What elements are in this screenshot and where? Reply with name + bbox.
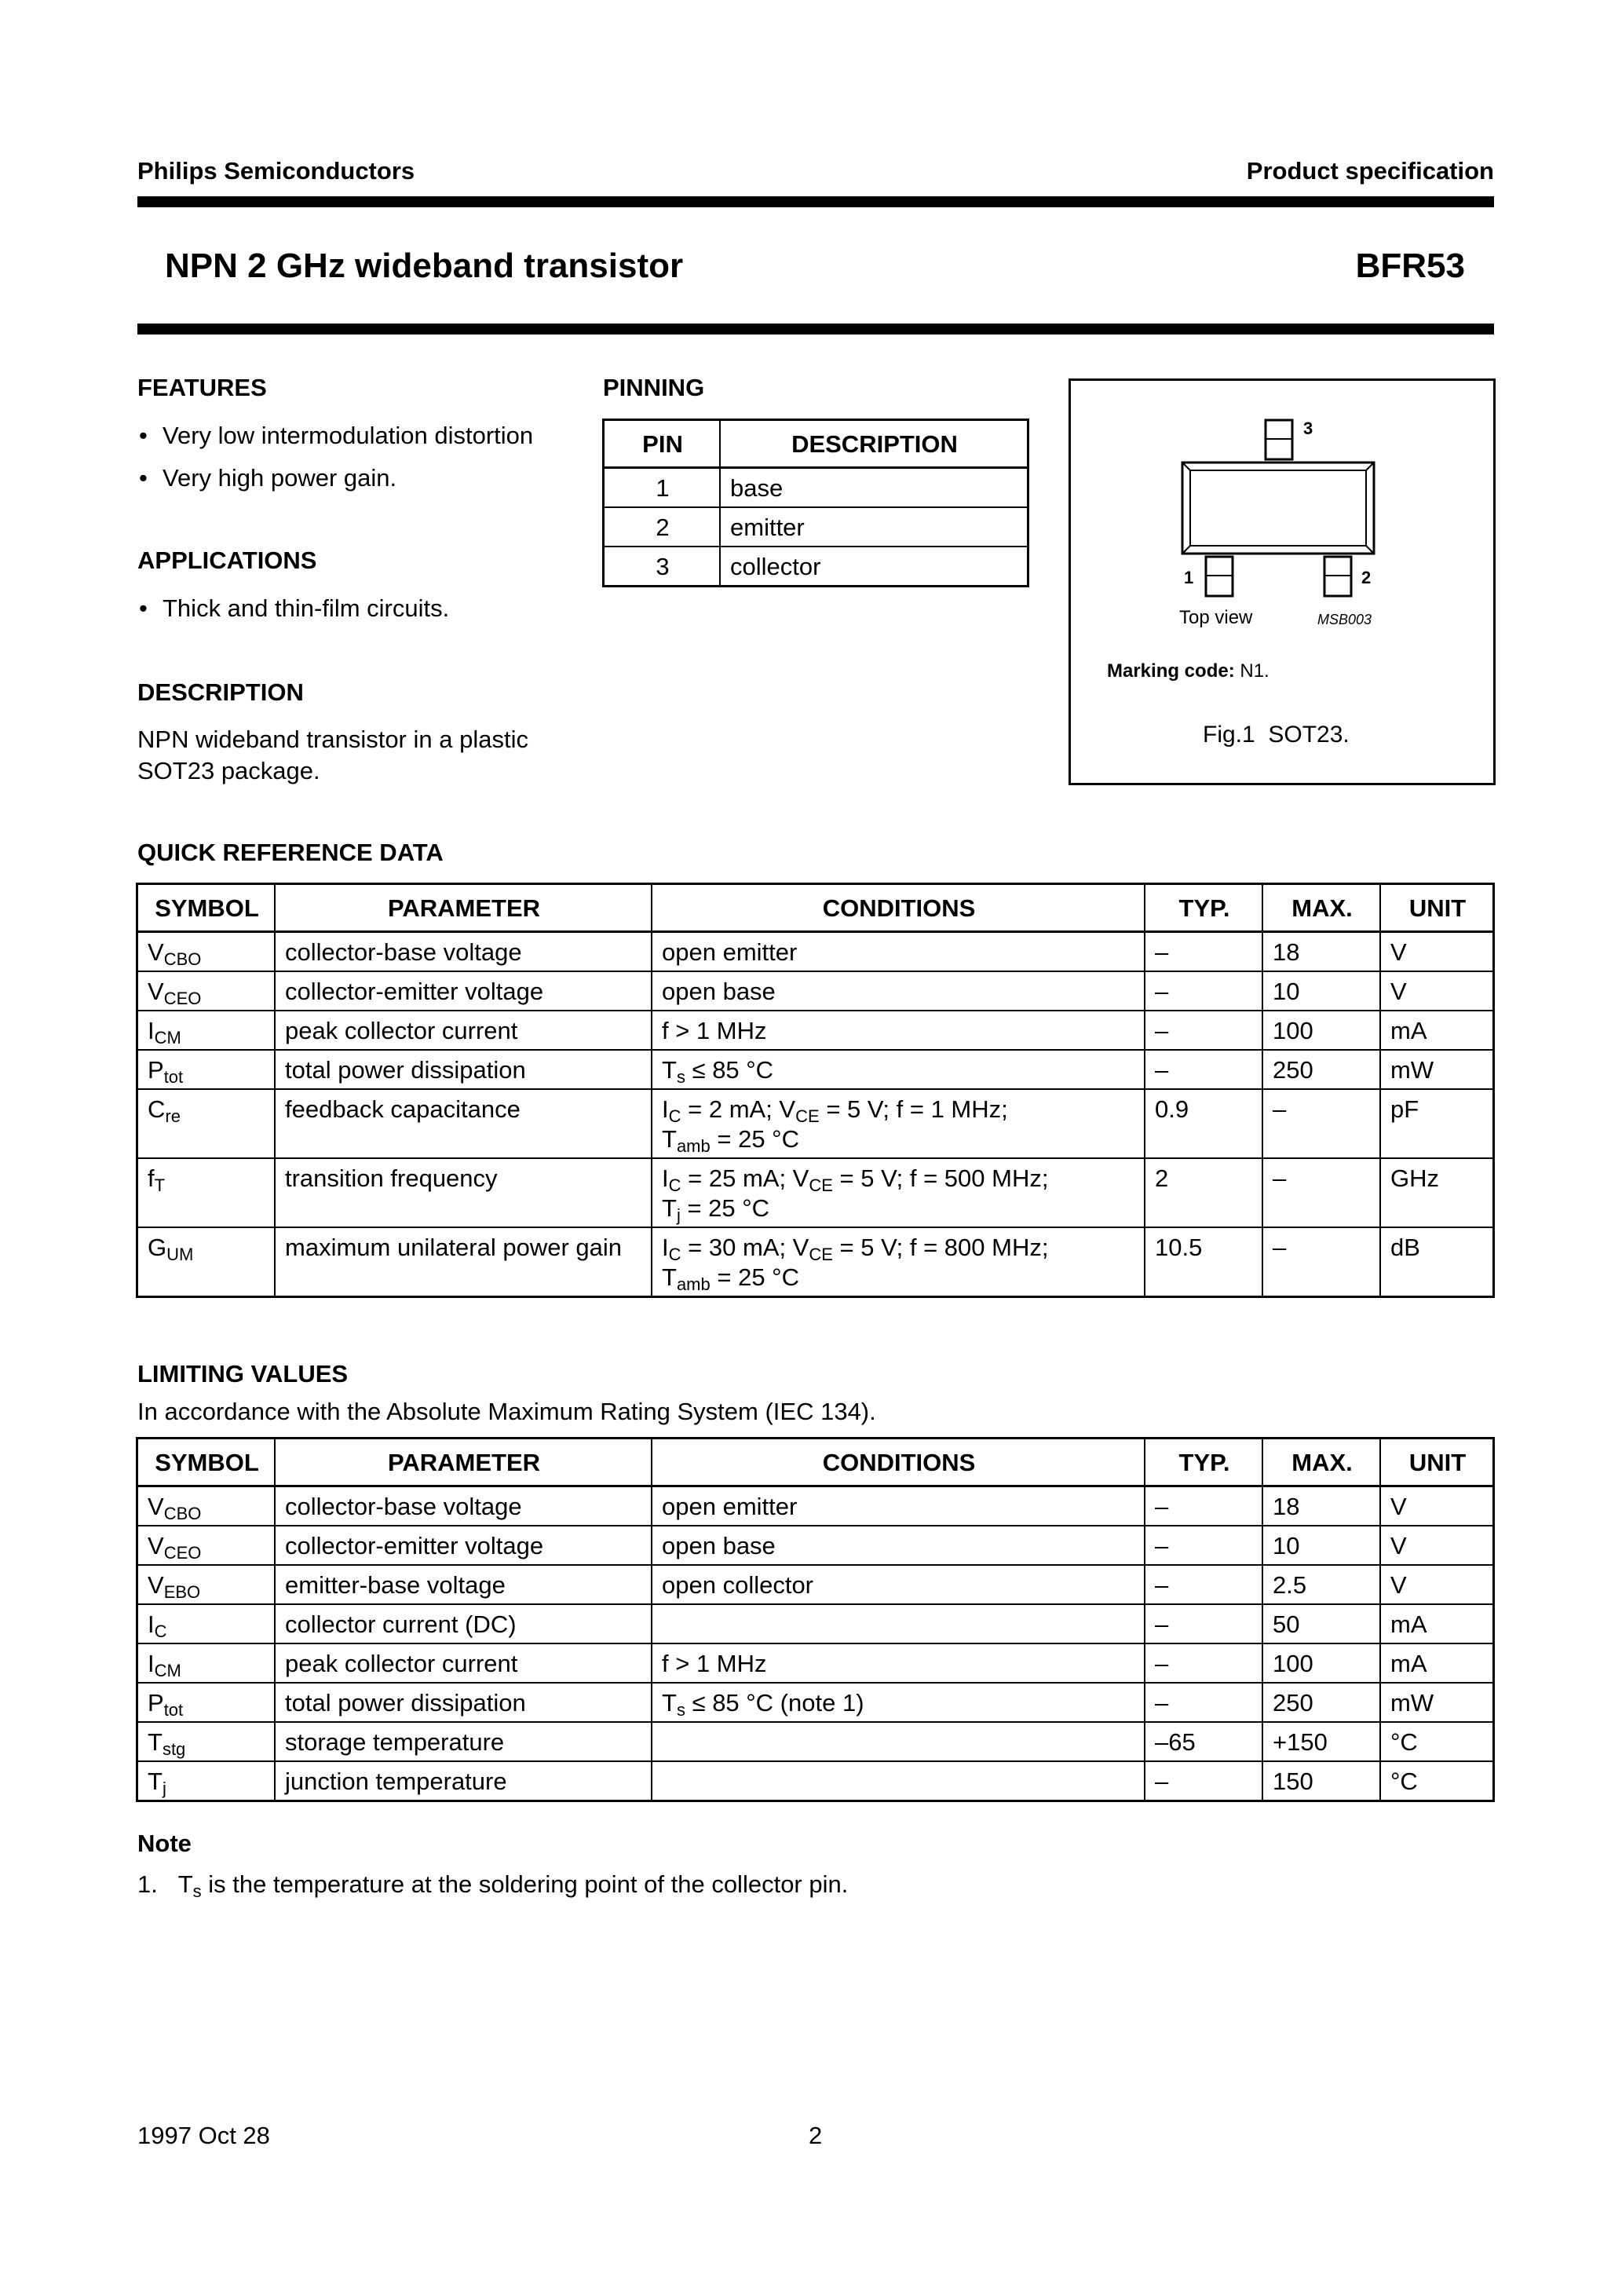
description-text [137,724,528,787]
pin-description: base [720,468,1028,508]
typ-cell: – [1145,1565,1262,1604]
header-rule-bottom [137,324,1494,335]
column-header: PIN [604,420,721,468]
marking-code-value: N1. [1240,660,1269,682]
column-header: PARAMETER [275,1439,652,1486]
description-line: NPN wideband transistor in a plastic [137,726,528,753]
table-row [137,1011,1494,1050]
pin1-label: 1 [1184,568,1194,587]
max-cell: 18 [1262,1486,1380,1526]
symbol-cell: $P_{tot}$ [137,1683,276,1722]
limiting-values-heading: LIMITING VALUES [137,1360,349,1387]
symbol-cell: $V_{CEO}$ [137,1526,276,1565]
typ-cell: – [1145,1604,1262,1643]
unit-cell: V [1380,932,1494,972]
note-heading: Note [137,1830,192,1857]
note-text: 1. $T_s$ is the temperature at the soldering point of the collector pin. [137,1870,849,1901]
doc-type: Product specification [1246,157,1494,185]
typ-cell: – [1145,1486,1262,1526]
table-row [137,1683,1494,1722]
typ-cell: – [1145,971,1262,1011]
column-header: SYMBOL [137,884,276,932]
pinning-heading: PINNING [603,374,705,401]
table-row [137,1761,1494,1801]
typ-cell: – [1145,932,1262,972]
column-header: CONDITIONS [652,1439,1145,1486]
table-row [137,1486,1494,1526]
max-cell: 100 [1262,1011,1380,1050]
unit-cell: GHz [1380,1158,1494,1227]
column-header: PARAMETER [275,884,652,932]
pin-description: collector [720,547,1028,587]
conditions-cell: $T_s \le 85$ °C (note 1) [652,1683,1145,1722]
column-header: DESCRIPTION [720,420,1028,468]
feature-item: • Very high power gain. [137,457,533,499]
table-row [137,1604,1494,1643]
unit-cell: mA [1380,1011,1494,1050]
symbol-cell: $G_{UM}$ [137,1227,276,1297]
conditions-cell: f > 1 MHz [652,1643,1145,1683]
conditions-cell: open base [652,1526,1145,1565]
symbol-cell: $V_{EBO}$ [137,1565,276,1604]
features-list [137,415,533,499]
typ-cell: 10.5 [1145,1227,1262,1297]
pin-description: emitter [720,507,1028,547]
symbol-cell: $V_{CEO}$ [137,971,276,1011]
max-cell: 100 [1262,1643,1380,1683]
column-header: CONDITIONS [652,884,1145,932]
table-header-row [137,1439,1494,1486]
unit-cell: dB [1380,1227,1494,1297]
marking-code-label: Marking code: [1107,660,1235,682]
table-row [137,932,1494,972]
conditions-cell: open emitter [652,932,1145,972]
quick-reference-heading: QUICK REFERENCE DATA [137,839,444,866]
conditions-cell: f > 1 MHz [652,1011,1145,1050]
figure-caption [1203,722,1350,748]
max-cell: 10 [1262,971,1380,1011]
table-header-row [137,884,1494,932]
conditions-cell [652,1761,1145,1801]
symbol-cell: $C_{re}$ [137,1089,276,1158]
typ-cell: – [1145,1643,1262,1683]
features-heading: FEATURES [137,374,267,401]
column-header: TYP. [1145,884,1262,932]
sot23-package-drawing-icon [1071,381,1493,695]
typ-cell: –65 [1145,1722,1262,1761]
symbol-cell: $I_{CM}$ [137,1011,276,1050]
symbol-cell: $T_j$ [137,1761,276,1801]
column-header: MAX. [1262,884,1380,932]
symbol-cell: $T_{stg}$ [137,1722,276,1761]
conditions-cell: $I_C = 30$ mA; $V_{CE} = 5$ V; f = 800 MHz; $T_{amb} = 25$ °C [652,1227,1145,1297]
typ-cell: – [1145,1011,1262,1050]
application-item: • Thick and thin-film circuits. [137,587,449,630]
unit-cell: °C [1380,1722,1494,1761]
parameter-cell: collector-base voltage [275,1486,652,1526]
description-heading: DESCRIPTION [137,678,304,706]
parameter-cell: collector-base voltage [275,932,652,972]
unit-cell: mW [1380,1683,1494,1722]
table-row [137,1565,1494,1604]
parameter-cell: maximum unilateral power gain [275,1227,652,1297]
table-row [137,1227,1494,1297]
parameter-cell: junction temperature [275,1761,652,1801]
typ-cell: – [1145,1526,1262,1565]
max-cell: 2.5 [1262,1565,1380,1604]
conditions-cell [652,1604,1145,1643]
page-title: NPN 2 GHz wideband transistor [165,247,684,285]
conditions-cell: open base [652,971,1145,1011]
column-header: SYMBOL [137,1439,276,1486]
max-cell: – [1262,1158,1380,1227]
symbol-cell: $f_T$ [137,1158,276,1227]
symbol-cell: $P_{tot}$ [137,1050,276,1089]
conditions-cell: open emitter [652,1486,1145,1526]
quick-reference-table [136,883,1495,1298]
parameter-cell: peak collector current [275,1643,652,1683]
unit-cell: V [1380,1526,1494,1565]
parameter-cell: emitter-base voltage [275,1565,652,1604]
conditions-cell: $T_s \le 85$ °C [652,1050,1145,1089]
applications-heading: APPLICATIONS [137,547,317,574]
parameter-cell: collector current (DC) [275,1604,652,1643]
unit-cell: pF [1380,1089,1494,1158]
unit-cell: V [1380,1486,1494,1526]
applications-list [137,587,449,630]
conditions-cell [652,1722,1145,1761]
column-header: MAX. [1262,1439,1380,1486]
parameter-cell: collector-emitter voltage [275,1526,652,1565]
table-header-row [604,420,1028,468]
typ-cell: – [1145,1683,1262,1722]
conditions-cell: $I_C = 25$ mA; $V_{CE} = 5$ V; f = 500 MHz; $T_j = 25$ °C [652,1158,1145,1227]
column-header: TYP. [1145,1439,1262,1486]
note-number: 1. [137,1870,158,1898]
table-row [137,971,1494,1011]
limiting-values-subtitle: In accordance with the Absolute Maximum Rating System (IEC 134). [137,1398,876,1425]
unit-cell: °C [1380,1761,1494,1801]
max-cell: 10 [1262,1526,1380,1565]
pin-number: 3 [604,547,721,587]
pin3-label: 3 [1303,419,1313,438]
typ-cell: – [1145,1761,1262,1801]
parameter-cell: storage temperature [275,1722,652,1761]
figure-caption-text: SOT23. [1268,722,1350,748]
page-number: 2 [809,2122,823,2149]
symbol-cell: $I_C$ [137,1604,276,1643]
table-row [137,1526,1494,1565]
table-row [137,1050,1494,1089]
symbol-cell: $V_{CBO}$ [137,1486,276,1526]
max-cell: 50 [1262,1604,1380,1643]
pin2-label: 2 [1361,568,1372,587]
symbol-cell: $I_{CM}$ [137,1643,276,1683]
conditions-cell: open collector [652,1565,1145,1604]
note-body: is the temperature at the soldering point of the collector pin. [208,1870,849,1898]
table-row [137,1643,1494,1683]
parameter-cell: collector-emitter voltage [275,971,652,1011]
max-cell: – [1262,1227,1380,1297]
header-rule-top [137,196,1494,207]
pinning-table [602,419,1029,587]
table-row [137,1722,1494,1761]
typ-cell: 2 [1145,1158,1262,1227]
unit-cell: V [1380,971,1494,1011]
max-cell: 150 [1262,1761,1380,1801]
figure-number: Fig.1 [1203,722,1255,748]
column-header: UNIT [1380,1439,1494,1486]
description-line: SOT23 package. [137,757,320,784]
parameter-cell: total power dissipation [275,1050,652,1089]
top-view-label: Top view [1179,607,1253,628]
table-row [137,1089,1494,1158]
unit-cell: mA [1380,1643,1494,1683]
parameter-cell: transition frequency [275,1158,652,1227]
unit-cell: V [1380,1565,1494,1604]
parameter-cell: feedback capacitance [275,1089,652,1158]
table-row [604,468,1028,508]
feature-item: • Very low intermodulation distortion [137,415,533,457]
company-name: Philips Semiconductors [137,157,415,185]
figure-sot23 [1069,378,1496,785]
limiting-values-table [136,1437,1495,1802]
typ-cell: 0.9 [1145,1089,1262,1158]
pin-number: 1 [604,468,721,508]
table-row [137,1158,1494,1227]
parameter-cell: total power dissipation [275,1683,652,1722]
max-cell: 18 [1262,932,1380,972]
pin-number: 2 [604,507,721,547]
unit-cell: mW [1380,1050,1494,1089]
max-cell: – [1262,1089,1380,1158]
parameter-cell: peak collector current [275,1011,652,1050]
unit-cell: mA [1380,1604,1494,1643]
column-header: UNIT [1380,884,1494,932]
conditions-cell: $I_C = 2$ mA; $V_{CE} = 5$ V; f = 1 MHz; $T_{amb} = 25$ °C [652,1089,1145,1158]
part-number: BFR53 [1355,247,1465,285]
symbol-cell: $V_{CBO}$ [137,932,276,972]
table-row [604,507,1028,547]
max-cell: 250 [1262,1683,1380,1722]
typ-cell: – [1145,1050,1262,1089]
marking-code [1107,660,1269,682]
max-cell: 250 [1262,1050,1380,1089]
figure-ref-code: MSB003 [1317,612,1372,627]
max-cell: +150 [1262,1722,1380,1761]
footer-date: 1997 Oct 28 [137,2122,270,2149]
table-row [604,547,1028,587]
